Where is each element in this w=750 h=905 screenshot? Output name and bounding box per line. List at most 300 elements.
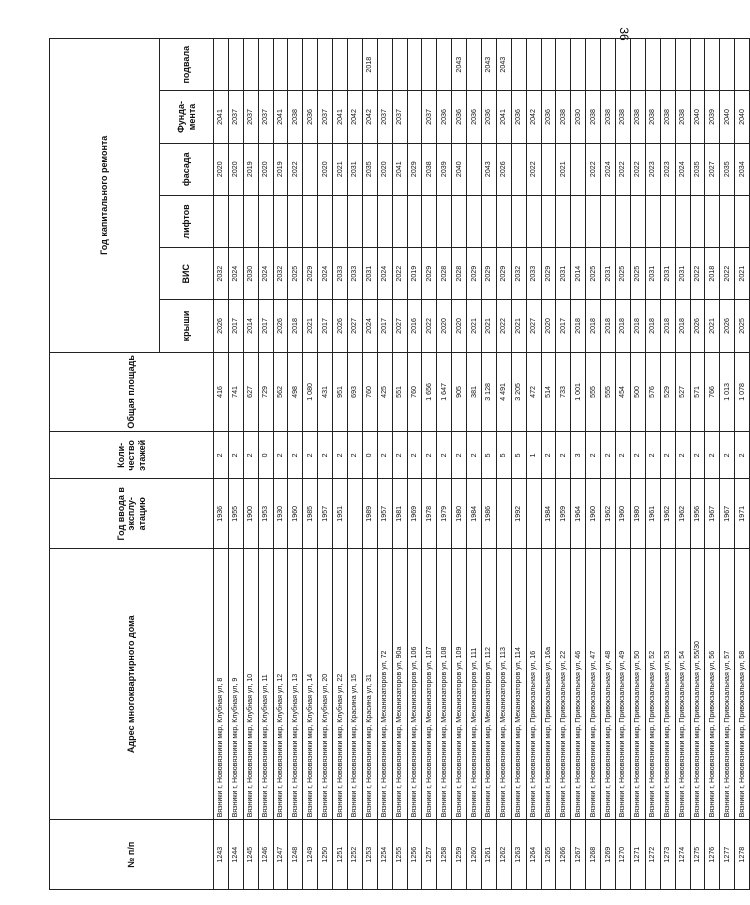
- cell-foundation: 2037: [422, 91, 437, 143]
- cell-lifts: [258, 195, 273, 247]
- cell-address: Вязники г, Нововязники мкр, Привокзальная ул, 48: [601, 549, 616, 820]
- cell-facade: 2022: [526, 143, 541, 195]
- cell-address: Вязники г, Нововязники мкр, Привокзальная ул, 57: [720, 549, 735, 820]
- cell-num: 1249: [303, 820, 318, 890]
- cell-year: 1967: [705, 479, 720, 549]
- cell-area: 562: [273, 352, 288, 432]
- cell-year: 1967: [720, 479, 735, 549]
- cell-lifts: [273, 195, 288, 247]
- cell-floors: 2: [556, 432, 571, 479]
- cell-facade: 2020: [258, 143, 273, 195]
- cell-floors: 2: [333, 432, 348, 479]
- cell-address: Вязники г, Нововязники мкр, Клубная ул, 12: [273, 549, 288, 820]
- cell-basement: [690, 39, 705, 91]
- cell-facade: 2022: [616, 143, 631, 195]
- cell-num: 1255: [392, 820, 407, 890]
- cell-num: 1274: [675, 820, 690, 890]
- cell-area: 529: [660, 352, 675, 432]
- cell-foundation: 2036: [437, 91, 452, 143]
- cell-address: Вязники г, Нововязники мкр, Клубная ул, 11: [258, 549, 273, 820]
- cell-area: 905: [452, 352, 467, 432]
- cell-address: Вязники г, Нововязники мкр, Клубная ул, 20: [318, 549, 333, 820]
- cell-year: 1960: [586, 479, 601, 549]
- cell-roof: 2021: [482, 300, 497, 352]
- cell-facade: 2021: [333, 143, 348, 195]
- cell-roof: 2017: [377, 300, 392, 352]
- cell-area: 1 656: [422, 352, 437, 432]
- header-capital-repair: Год капитального ремонта: [50, 39, 160, 353]
- cell-basement: [333, 39, 348, 91]
- cell-basement: [616, 39, 631, 91]
- cell-roof: 2022: [496, 300, 511, 352]
- cell-num: 1247: [273, 820, 288, 890]
- cell-num: 1262: [496, 820, 511, 890]
- cell-roof: 2021: [303, 300, 318, 352]
- cell-vis: 2029: [541, 248, 556, 300]
- cell-foundation: 2037: [258, 91, 273, 143]
- cell-foundation: 2038: [660, 91, 675, 143]
- cell-area: 1 647: [437, 352, 452, 432]
- header-foundation: Фунда-мента: [160, 91, 214, 143]
- header-basement: подвала: [160, 39, 214, 91]
- cell-roof: 2025: [735, 300, 750, 352]
- cell-facade: 2023: [660, 143, 675, 195]
- cell-foundation: 2037: [392, 91, 407, 143]
- cell-address: Вязники г, Нововязники мкр, Клубная ул, 22: [333, 549, 348, 820]
- cell-lifts: [482, 195, 497, 247]
- cell-address: Вязники г, Нововязники мкр, Клубная ул, 9: [228, 549, 243, 820]
- cell-lifts: [348, 195, 363, 247]
- cell-basement: [660, 39, 675, 91]
- cell-lifts: [586, 195, 601, 247]
- cell-foundation: 2036: [482, 91, 497, 143]
- cell-basement: [348, 39, 363, 91]
- cell-lifts: [735, 195, 750, 247]
- cell-foundation: 2038: [288, 91, 303, 143]
- table-row: [735, 39, 750, 890]
- cell-basement: [288, 39, 303, 91]
- cell-facade: 2020: [214, 143, 229, 195]
- cell-address: Вязники г, Нововязники мкр, Привокзальная ул, 58: [735, 549, 750, 820]
- cell-area: 1 078: [735, 352, 750, 432]
- cell-num: 1271: [630, 820, 645, 890]
- table-row: [660, 39, 675, 890]
- cell-basement: [705, 39, 720, 91]
- cell-foundation: 2036: [303, 91, 318, 143]
- cell-basement: 2043: [452, 39, 467, 91]
- cell-lifts: [333, 195, 348, 247]
- cell-year: 1971: [735, 479, 750, 549]
- cell-num: 1250: [318, 820, 333, 890]
- cell-roof: 2018: [601, 300, 616, 352]
- cell-roof: 2027: [392, 300, 407, 352]
- cell-address: Вязники г, Нововязники мкр, Механизаторов ул, 109: [452, 549, 467, 820]
- cell-vis: 2033: [348, 248, 363, 300]
- cell-vis: 2024: [258, 248, 273, 300]
- cell-foundation: 2042: [362, 91, 377, 143]
- cell-area: 760: [362, 352, 377, 432]
- cell-basement: [675, 39, 690, 91]
- cell-basement: [601, 39, 616, 91]
- cell-floors: 2: [601, 432, 616, 479]
- cell-year: 1951: [333, 479, 348, 549]
- cell-foundation: 2030: [571, 91, 586, 143]
- cell-floors: 2: [422, 432, 437, 479]
- cell-vis: 2028: [437, 248, 452, 300]
- table-row: [377, 39, 392, 890]
- cell-lifts: [705, 195, 720, 247]
- cell-foundation: 2041: [214, 91, 229, 143]
- cell-vis: 2029: [422, 248, 437, 300]
- cell-address: Вязники г, Нововязники мкр, Механизаторов ул, 72: [377, 549, 392, 820]
- cell-roof: 2014: [243, 300, 258, 352]
- table-row: [720, 39, 735, 890]
- cell-basement: [243, 39, 258, 91]
- cell-facade: 2029: [407, 143, 422, 195]
- cell-num: 1270: [616, 820, 631, 890]
- table-row: [467, 39, 482, 890]
- cell-address: Вязники г, Нововязники мкр, Красина ул, 31: [362, 549, 377, 820]
- cell-year: 1900: [243, 479, 258, 549]
- cell-address: Вязники г, Нововязники мкр, Привокзальная ул, 46: [571, 549, 586, 820]
- table-row: [362, 39, 377, 890]
- table-row: [422, 39, 437, 890]
- table-row: [452, 39, 467, 890]
- cell-num: 1243: [214, 820, 229, 890]
- cell-year: 1986: [482, 479, 497, 549]
- cell-year: 1953: [258, 479, 273, 549]
- cell-lifts: [214, 195, 229, 247]
- cell-facade: [467, 143, 482, 195]
- cell-floors: 2: [318, 432, 333, 479]
- cell-basement: [437, 39, 452, 91]
- cell-foundation: 2038: [645, 91, 660, 143]
- cell-basement: 2018: [362, 39, 377, 91]
- cell-vis: 2022: [690, 248, 705, 300]
- cell-facade: 2020: [377, 143, 392, 195]
- cell-facade: 2020: [228, 143, 243, 195]
- cell-area: 1 001: [571, 352, 586, 432]
- table-row: [690, 39, 705, 890]
- cell-basement: [214, 39, 229, 91]
- cell-foundation: 2039: [705, 91, 720, 143]
- cell-floors: 1: [526, 432, 541, 479]
- cell-foundation: 2036: [452, 91, 467, 143]
- cell-lifts: [496, 195, 511, 247]
- cell-lifts: [422, 195, 437, 247]
- cell-facade: 2022: [288, 143, 303, 195]
- cell-address: Вязники г, Нововязники мкр, Привокзальная ул, 22: [556, 549, 571, 820]
- cell-address: Вязники г, Нововязники мкр, Клубная ул, 8: [214, 549, 229, 820]
- cell-roof: 2018: [645, 300, 660, 352]
- cell-area: 416: [214, 352, 229, 432]
- cell-year: 1969: [407, 479, 422, 549]
- cell-lifts: [601, 195, 616, 247]
- cell-year: 1981: [392, 479, 407, 549]
- cell-year: 1985: [303, 479, 318, 549]
- cell-facade: [571, 143, 586, 195]
- cell-roof: 2018: [675, 300, 690, 352]
- cell-floors: 2: [243, 432, 258, 479]
- cell-address: Вязники г, Нововязники мкр, Привокзальная ул, 49: [616, 549, 631, 820]
- cell-basement: [630, 39, 645, 91]
- table-row: [630, 39, 645, 890]
- cell-roof: 2018: [571, 300, 586, 352]
- cell-foundation: 2041: [496, 91, 511, 143]
- header-year: Год ввода в эксплу-атацию: [50, 479, 214, 549]
- cell-year: 1980: [630, 479, 645, 549]
- cell-year: 1980: [452, 479, 467, 549]
- cell-foundation: 2037: [243, 91, 258, 143]
- cell-facade: [511, 143, 526, 195]
- cell-facade: 2038: [422, 143, 437, 195]
- cell-foundation: 2037: [228, 91, 243, 143]
- cell-foundation: 2041: [273, 91, 288, 143]
- cell-basement: [526, 39, 541, 91]
- cell-num: 1245: [243, 820, 258, 890]
- cell-lifts: [243, 195, 258, 247]
- cell-floors: 0: [362, 432, 377, 479]
- cell-floors: 5: [496, 432, 511, 479]
- cell-floors: 2: [407, 432, 422, 479]
- cell-vis: 2031: [556, 248, 571, 300]
- cell-roof: 2016: [407, 300, 422, 352]
- cell-vis: 2025: [586, 248, 601, 300]
- cell-facade: 2043: [482, 143, 497, 195]
- cell-vis: 2029: [303, 248, 318, 300]
- cell-num: 1254: [377, 820, 392, 890]
- cell-num: 1272: [645, 820, 660, 890]
- cell-foundation: 2042: [348, 91, 363, 143]
- cell-floors: 2: [452, 432, 467, 479]
- cell-year: 1992: [511, 479, 526, 549]
- cell-facade: 2020: [318, 143, 333, 195]
- cell-num: 1273: [660, 820, 675, 890]
- cell-floors: 5: [511, 432, 526, 479]
- cell-vis: 2032: [511, 248, 526, 300]
- cell-lifts: [690, 195, 705, 247]
- cell-num: 1257: [422, 820, 437, 890]
- cell-year: [526, 479, 541, 549]
- cell-lifts: [526, 195, 541, 247]
- cell-vis: 2025: [616, 248, 631, 300]
- cell-basement: [228, 39, 243, 91]
- cell-num: 1251: [333, 820, 348, 890]
- cell-roof: 2018: [616, 300, 631, 352]
- cell-facade: 2035: [690, 143, 705, 195]
- cell-floors: 2: [660, 432, 675, 479]
- header-roof: крыши: [160, 300, 214, 352]
- header-lifts: лифтов: [160, 195, 214, 247]
- table-row: [407, 39, 422, 890]
- cell-area: 951: [333, 352, 348, 432]
- cell-area: 741: [228, 352, 243, 432]
- cell-num: 1244: [228, 820, 243, 890]
- cell-foundation: 2042: [526, 91, 541, 143]
- cell-year: 1979: [437, 479, 452, 549]
- cell-roof: 2020: [541, 300, 556, 352]
- cell-vis: 2029: [482, 248, 497, 300]
- cell-facade: 2027: [705, 143, 720, 195]
- page-number: 36: [617, 27, 631, 41]
- cell-num: 1252: [348, 820, 363, 890]
- cell-lifts: [377, 195, 392, 247]
- table-row: [273, 39, 288, 890]
- cell-vis: 2032: [273, 248, 288, 300]
- cell-address: Вязники г, Нововязники мкр, Механизаторов ул, 111: [467, 549, 482, 820]
- cell-roof: 2024: [362, 300, 377, 352]
- cell-roof: 2017: [228, 300, 243, 352]
- cell-area: 425: [377, 352, 392, 432]
- cell-floors: 2: [645, 432, 660, 479]
- cell-year: [496, 479, 511, 549]
- cell-num: 1259: [452, 820, 467, 890]
- cell-foundation: 2038: [556, 91, 571, 143]
- cell-basement: [392, 39, 407, 91]
- cell-roof: 2022: [422, 300, 437, 352]
- header-facade: фасада: [160, 143, 214, 195]
- cell-basement: [511, 39, 526, 91]
- cell-year: 1957: [377, 479, 392, 549]
- table-row: [243, 39, 258, 890]
- cell-num: 1278: [735, 820, 750, 890]
- cell-address: Вязники г, Нововязники мкр, Привокзальная ул, 47: [586, 549, 601, 820]
- cell-num: 1269: [601, 820, 616, 890]
- cell-year: 1961: [645, 479, 660, 549]
- cell-facade: [303, 143, 318, 195]
- cell-basement: [571, 39, 586, 91]
- cell-lifts: [720, 195, 735, 247]
- cell-floors: 2: [377, 432, 392, 479]
- table-row: [496, 39, 511, 890]
- cell-address: Вязники г, Нововязники мкр, Привокзальная ул, 52: [645, 549, 660, 820]
- cell-vis: 2018: [705, 248, 720, 300]
- cell-lifts: [452, 195, 467, 247]
- cell-lifts: [288, 195, 303, 247]
- cell-floors: 2: [437, 432, 452, 479]
- cell-lifts: [467, 195, 482, 247]
- cell-year: 1956: [690, 479, 705, 549]
- cell-foundation: 2036: [541, 91, 556, 143]
- cell-year: 1955: [228, 479, 243, 549]
- cell-vis: 2019: [407, 248, 422, 300]
- cell-floors: 2: [586, 432, 601, 479]
- cell-vis: 2032: [214, 248, 229, 300]
- cell-foundation: 2037: [377, 91, 392, 143]
- cell-roof: 2020: [437, 300, 452, 352]
- table-row: [541, 39, 556, 890]
- cell-address: Вязники г, Нововязники мкр, Привокзальная ул, 55/30: [690, 549, 705, 820]
- cell-basement: [258, 39, 273, 91]
- cell-area: 514: [541, 352, 556, 432]
- cell-area: 766: [705, 352, 720, 432]
- cell-area: 500: [630, 352, 645, 432]
- cell-lifts: [616, 195, 631, 247]
- cell-year: 1936: [214, 479, 229, 549]
- cell-roof: 2021: [511, 300, 526, 352]
- cell-num: 1266: [556, 820, 571, 890]
- cell-year: 1964: [571, 479, 586, 549]
- cell-facade: 2035: [362, 143, 377, 195]
- cell-vis: 2031: [645, 248, 660, 300]
- cell-foundation: 2038: [675, 91, 690, 143]
- cell-year: 1962: [601, 479, 616, 549]
- cell-num: 1275: [690, 820, 705, 890]
- table-row: [228, 39, 243, 890]
- cell-floors: 2: [630, 432, 645, 479]
- cell-floors: 2: [616, 432, 631, 479]
- table-row: [258, 39, 273, 890]
- cell-facade: 2034: [735, 143, 750, 195]
- cell-area: 733: [556, 352, 571, 432]
- cell-area: 454: [616, 352, 631, 432]
- cell-vis: 2025: [630, 248, 645, 300]
- cell-area: 627: [243, 352, 258, 432]
- cell-facade: 2023: [645, 143, 660, 195]
- cell-roof: 2017: [258, 300, 273, 352]
- cell-area: 431: [318, 352, 333, 432]
- table-body: [214, 39, 750, 890]
- cell-num: 1268: [586, 820, 601, 890]
- cell-num: 1263: [511, 820, 526, 890]
- cell-address: Вязники г, Нововязники мкр, Привокзальная ул, 56: [705, 549, 720, 820]
- cell-vis: 2014: [571, 248, 586, 300]
- cell-facade: 2040: [452, 143, 467, 195]
- cell-area: 498: [288, 352, 303, 432]
- cell-area: 527: [675, 352, 690, 432]
- cell-address: Вязники г, Нововязники мкр, Механизаторов ул, 112: [482, 549, 497, 820]
- rotated-page: [49, 38, 746, 890]
- cell-vis: 2024: [377, 248, 392, 300]
- cell-basement: 2043: [482, 39, 497, 91]
- cell-lifts: [318, 195, 333, 247]
- cell-floors: 2: [288, 432, 303, 479]
- cell-vis: 2028: [452, 248, 467, 300]
- cell-vis: 2025: [288, 248, 303, 300]
- cell-basement: [318, 39, 333, 91]
- cell-foundation: 2040: [690, 91, 705, 143]
- header-vis: ВИС: [160, 248, 214, 300]
- cell-address: Вязники г, Нововязники мкр, Привокзальная ул, 50: [630, 549, 645, 820]
- cell-area: 4 491: [496, 352, 511, 432]
- cell-vis: 2024: [228, 248, 243, 300]
- cell-num: 1246: [258, 820, 273, 890]
- cell-area: 3 128: [482, 352, 497, 432]
- cell-year: 1989: [362, 479, 377, 549]
- cell-basement: [467, 39, 482, 91]
- cell-foundation: 2040: [720, 91, 735, 143]
- cell-basement: [735, 39, 750, 91]
- cell-foundation: 2038: [586, 91, 601, 143]
- cell-year: 1984: [467, 479, 482, 549]
- cell-lifts: [392, 195, 407, 247]
- cell-lifts: [645, 195, 660, 247]
- cell-year: 1930: [273, 479, 288, 549]
- table-row: [303, 39, 318, 890]
- cell-lifts: [437, 195, 452, 247]
- cell-roof: 2026: [720, 300, 735, 352]
- cell-num: 1261: [482, 820, 497, 890]
- cell-lifts: [541, 195, 556, 247]
- cell-address: Вязники г, Нововязники мкр, Привокзальная ул, 16а: [541, 549, 556, 820]
- cell-lifts: [362, 195, 377, 247]
- cell-basement: [541, 39, 556, 91]
- cell-foundation: 2040: [735, 91, 750, 143]
- cell-area: 760: [407, 352, 422, 432]
- cell-vis: 2033: [526, 248, 541, 300]
- cell-facade: 2041: [392, 143, 407, 195]
- cell-lifts: [407, 195, 422, 247]
